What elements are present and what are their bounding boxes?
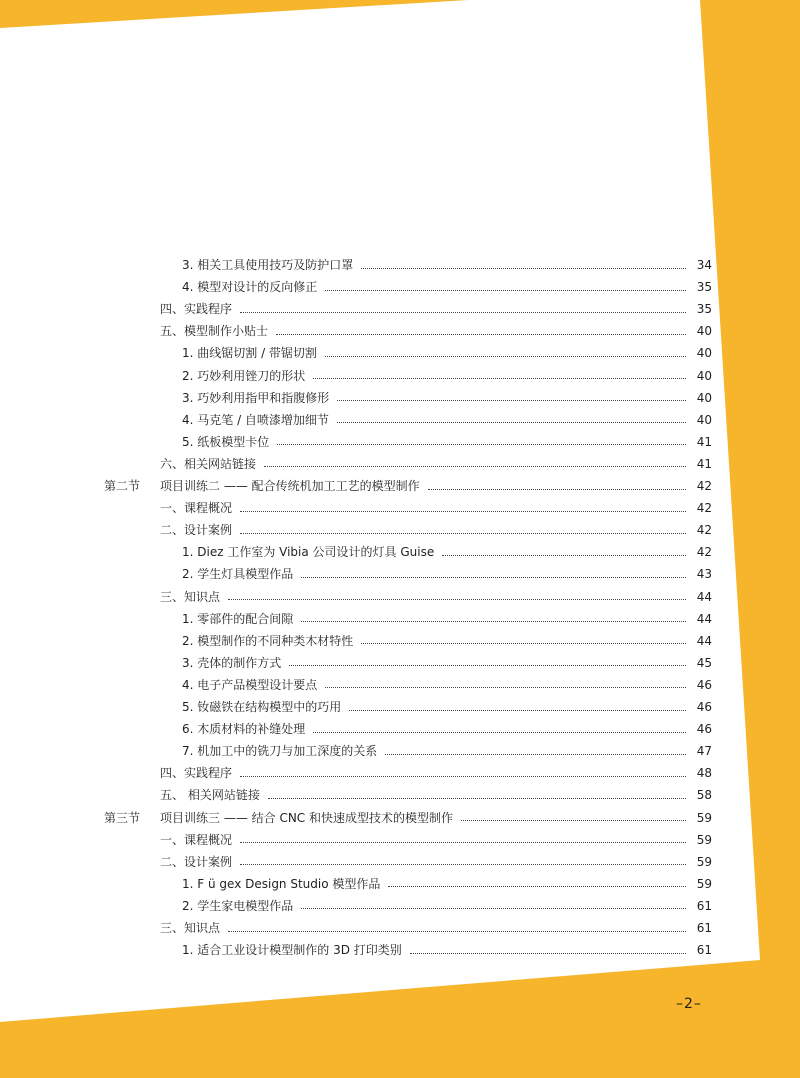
toc-entry-title: 二、设计案例: [160, 854, 233, 869]
dot-leader: [264, 466, 686, 467]
toc-entry[interactable]: [182, 366, 712, 386]
toc-section-label: 第二节: [104, 479, 141, 493]
toc-entry-page: 44: [696, 589, 712, 604]
dot-leader: [325, 290, 686, 291]
dot-leader: [410, 953, 686, 954]
toc-entry-title: 五、 相关网站链接: [160, 788, 260, 803]
toc-entry-title: 2. 学生家电模型作品: [182, 898, 294, 913]
toc-entry-page: 59: [696, 876, 712, 891]
toc-entry-title: 4. 模型对设计的反向修正: [182, 280, 318, 295]
toc-entry-page: 47: [696, 744, 712, 759]
toc-section-label: 第三节: [104, 810, 141, 825]
toc-entry[interactable]: [182, 277, 712, 297]
toc-entry[interactable]: [182, 564, 712, 584]
dot-leader: [240, 511, 686, 512]
toc-entry-title: 4. 电子产品模型设计要点: [182, 677, 318, 692]
dot-leader: [240, 312, 686, 313]
toc-entry-page: 42: [696, 545, 712, 560]
toc-entry-title: 1. Diez 工作室为 Vibia 公司设计的灯具 Guise: [182, 545, 435, 560]
toc-entry[interactable]: [182, 343, 712, 363]
toc-entry[interactable]: [182, 653, 712, 673]
toc-entry-title: 四、实践程序: [160, 302, 233, 317]
dot-leader: [325, 687, 686, 688]
dot-leader: [313, 378, 686, 379]
toc-entry-title: 项目训练三 —— 结合 CNC 和快速成型技术的模型制作: [160, 810, 453, 825]
dot-leader: [385, 754, 686, 755]
toc-entry-title: 6. 木质材料的补缝处理: [182, 722, 306, 737]
toc-entry-page: 40: [696, 324, 712, 339]
toc-entry[interactable]: [160, 520, 712, 540]
toc-entry[interactable]: [182, 675, 712, 695]
toc-entry-page: 44: [696, 633, 712, 648]
toc-entry-page: 40: [696, 390, 712, 405]
dot-leader: [289, 665, 686, 666]
dot-leader: [276, 334, 686, 335]
toc-entry-title: 三、知识点: [160, 921, 221, 935]
dot-leader: [277, 444, 686, 445]
toc-entry[interactable]: [182, 631, 712, 651]
toc-entry-page: 61: [696, 943, 712, 958]
toc-entry-page: 40: [696, 412, 712, 427]
toc-entry-page: 44: [696, 611, 712, 626]
dot-leader: [228, 599, 686, 600]
toc-entry[interactable]: [182, 255, 712, 275]
dot-leader: [442, 555, 686, 556]
toc-entry-title: 一、课程概况: [160, 501, 233, 516]
toc-entry[interactable]: [182, 542, 712, 562]
toc-entry-title: 1. 曲线锯切割 / 带锯切割: [182, 346, 317, 361]
toc-entry-page: 34: [696, 258, 712, 272]
dot-leader: [349, 710, 686, 711]
toc-entry-page: 42: [696, 479, 712, 493]
dot-leader: [240, 842, 686, 843]
dot-leader: [337, 400, 686, 401]
toc-entry-page: 35: [696, 302, 712, 317]
toc-entry[interactable]: [182, 719, 712, 739]
toc-entry-page: 59: [696, 832, 712, 847]
toc-entry-title: 六、相关网站链接: [160, 456, 257, 471]
dot-leader: [337, 422, 686, 423]
toc-entry-title: 7. 机加工中的铣刀与加工深度的关系: [182, 744, 378, 759]
dot-leader: [240, 533, 686, 534]
toc-entry-page: 41: [696, 456, 712, 471]
toc-entry-title: 1. 零部件的配合间隙: [182, 611, 294, 626]
toc-entry-page: 42: [696, 523, 712, 538]
toc-entry[interactable]: [182, 874, 712, 894]
toc-entry-title: 2. 巧妙利用锉刀的形状: [182, 368, 306, 383]
toc-entry-page: 46: [696, 677, 712, 692]
toc-entry-title: 3. 巧妙利用指甲和指腹修形: [182, 390, 330, 405]
toc-entry-title: 三、知识点: [160, 589, 221, 604]
toc-entry[interactable]: [160, 299, 712, 319]
toc-entry[interactable]: [182, 388, 712, 408]
toc-entry[interactable]: [160, 763, 712, 783]
toc-entry[interactable]: [182, 432, 712, 452]
toc-entry-title: 3. 壳体的制作方式: [182, 655, 282, 670]
dot-leader: [325, 356, 686, 357]
dot-leader: [388, 886, 686, 887]
dot-leader: [228, 931, 686, 932]
dot-leader: [240, 776, 686, 777]
toc-entry-title: 四、实践程序: [160, 766, 233, 781]
toc-entry-title: 1. 适合工业设计模型制作的 3D 打印类别: [182, 943, 402, 958]
toc-entry[interactable]: [160, 830, 712, 850]
toc-entry-page: 42: [696, 501, 712, 516]
dot-leader: [268, 798, 686, 799]
dot-leader: [301, 577, 686, 578]
toc-entry-page: 43: [696, 567, 712, 582]
toc-entry[interactable]: [182, 609, 712, 629]
toc-entry-title: 2. 学生灯具模型作品: [182, 567, 294, 582]
toc-entry[interactable]: [160, 808, 712, 828]
toc-entry-page: 46: [696, 700, 712, 714]
toc-entry[interactable]: [160, 587, 712, 607]
toc-entry-page: 59: [696, 854, 712, 869]
toc-entry-title: 2. 模型制作的不同种类木材特性: [182, 633, 354, 648]
toc-entry-page: 40: [696, 346, 712, 361]
toc-entry[interactable]: [160, 321, 712, 341]
dot-leader: [301, 908, 686, 909]
dot-leader: [361, 268, 686, 269]
toc-entry[interactable]: [182, 410, 712, 430]
dot-leader: [301, 621, 686, 622]
toc-entry-title: 1. F ü gex Design Studio 模型作品: [182, 876, 381, 891]
toc-entry-page: 61: [696, 898, 712, 913]
toc-entry[interactable]: [160, 918, 712, 938]
toc-entry-title: 五、模型制作小贴士: [160, 324, 269, 339]
toc-entry[interactable]: [160, 785, 712, 805]
toc-entry-title: 3. 相关工具使用技巧及防护口罩: [182, 258, 354, 272]
dot-leader: [240, 864, 686, 865]
toc-entry-page: 61: [696, 921, 712, 935]
toc-entry-page: 58: [696, 788, 712, 803]
toc-entry-page: 59: [696, 810, 712, 825]
dot-leader: [313, 732, 686, 733]
dot-leader: [428, 489, 686, 490]
toc-entry-title: 5. 钕磁铁在结构模型中的巧用: [182, 700, 342, 714]
toc-entry-title: 4. 马克笔 / 自喷漆增加细节: [182, 412, 329, 427]
toc-entry[interactable]: [182, 741, 712, 761]
toc-entry-page: 45: [696, 655, 712, 670]
toc-entry[interactable]: [160, 852, 712, 872]
toc-entry-page: 35: [696, 280, 712, 295]
toc-entry-page: 46: [696, 722, 712, 737]
toc-entry[interactable]: [160, 454, 712, 474]
toc-entry-title: 项目训练二 —— 配合传统机加工工艺的模型制作: [160, 479, 420, 493]
toc-entry-page: 48: [696, 766, 712, 781]
toc-entry-page: 40: [696, 368, 712, 383]
toc-entry[interactable]: [160, 476, 712, 496]
toc-entry-title: 二、设计案例: [160, 523, 233, 538]
dot-leader: [361, 643, 686, 644]
toc-entry-page: 41: [696, 434, 712, 449]
page-number: –2–: [676, 996, 702, 1012]
toc-entry-title: 一、课程概况: [160, 832, 233, 847]
toc-entry[interactable]: [182, 940, 712, 960]
toc-entry[interactable]: [182, 896, 712, 916]
toc-entry-title: 5. 纸板模型卡位: [182, 434, 270, 449]
dot-leader: [461, 820, 686, 821]
toc-entry[interactable]: [182, 697, 712, 717]
toc-entry[interactable]: [160, 498, 712, 518]
